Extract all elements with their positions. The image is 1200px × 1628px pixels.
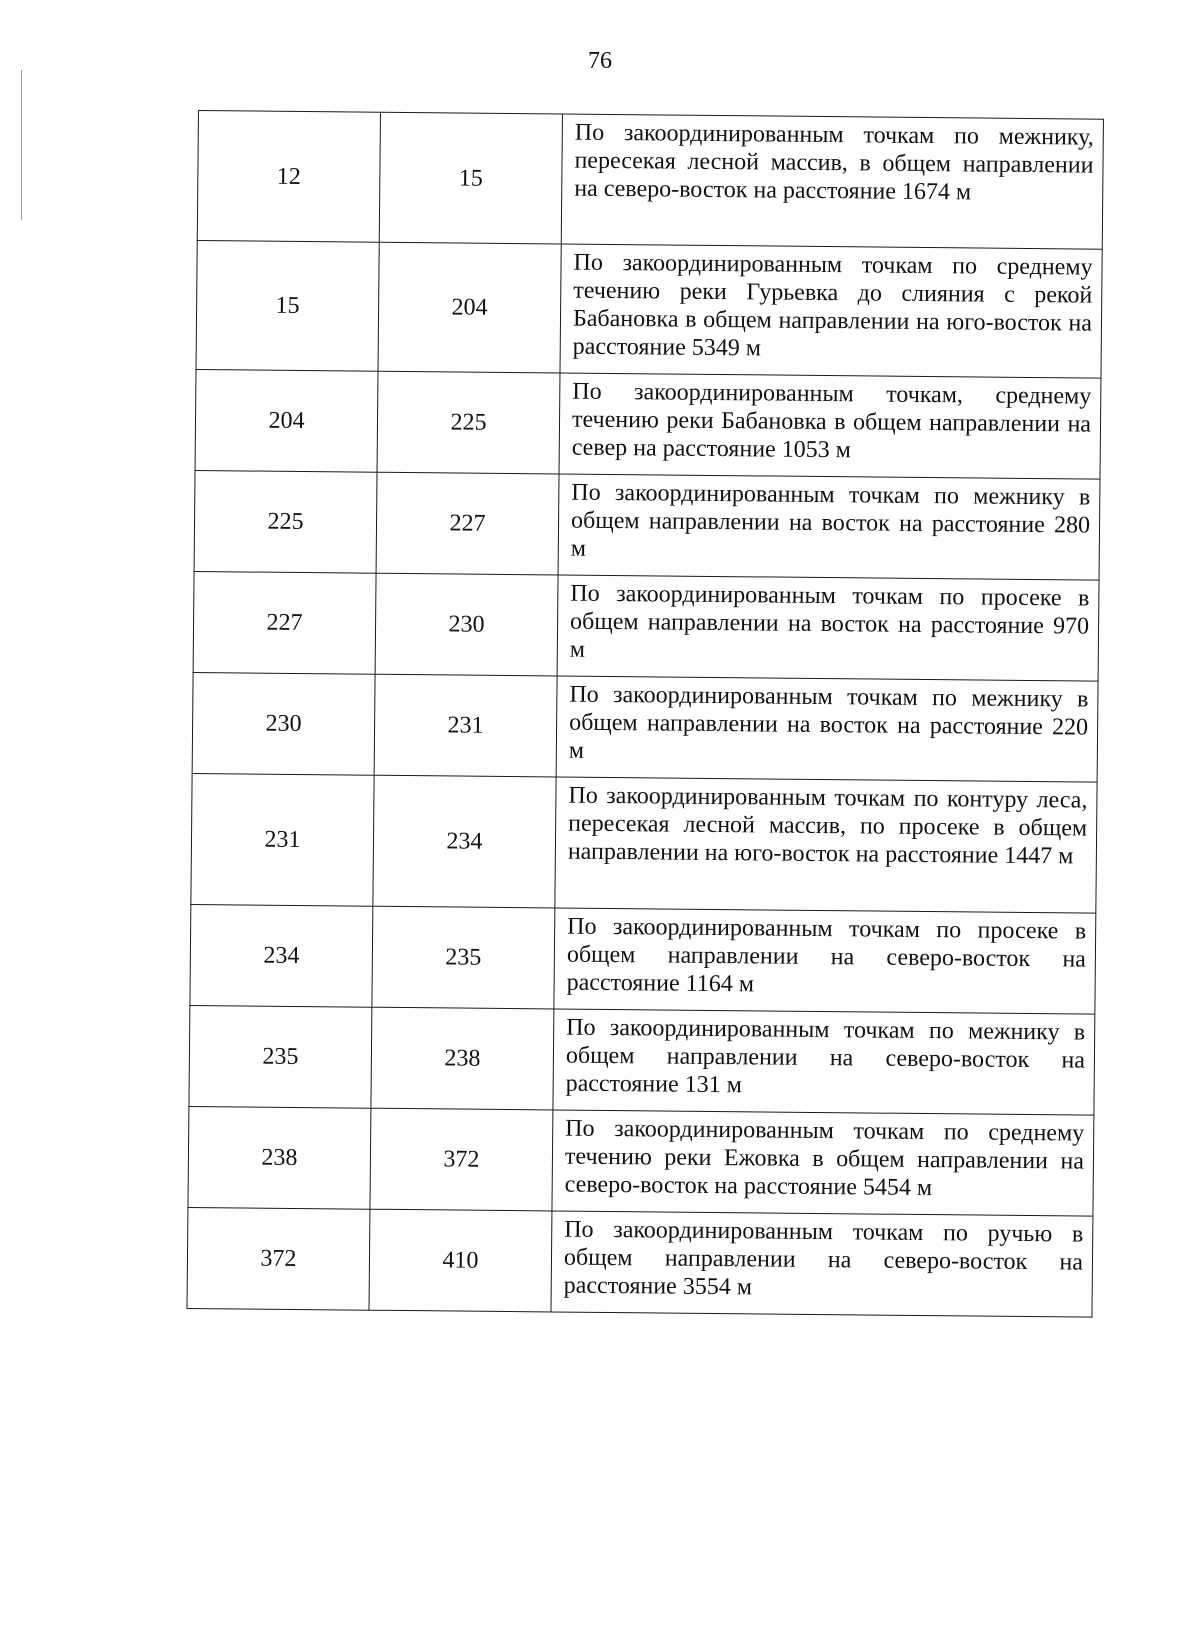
table-row — [190, 904, 1096, 1014]
table-row — [195, 369, 1101, 479]
point-from-cell: 234 — [190, 904, 373, 1007]
point-from-cell: 235 — [189, 1005, 372, 1108]
point-to-cell: 225 — [377, 371, 560, 474]
table-row — [197, 111, 1103, 250]
boundary-description-cell: По закоординированным точкам, среднему течению реки Бабановка в общем направлении на север на расстояние 1053 м — [559, 373, 1101, 479]
boundary-description-cell: По закоординированным точкам по межнику в общем направлении на северо-восток на расстояние 131 м — [553, 1009, 1095, 1115]
boundary-description-cell: По закоординированным точкам по межнику в общем направлении на восток на расстояние 220 м — [556, 676, 1098, 782]
point-to-cell: 234 — [373, 775, 556, 908]
boundary-description-cell: По закоординированным точкам по межнику, пересекая лесной массив, в общем направлении на северо-восток на расстояние 1674 м — [561, 114, 1103, 249]
table-row — [187, 1207, 1093, 1317]
table-row — [194, 470, 1100, 580]
point-to-cell: 231 — [374, 674, 557, 777]
point-to-cell: 230 — [375, 573, 558, 676]
table-row — [189, 1005, 1095, 1115]
point-from-cell: 231 — [191, 773, 374, 906]
point-to-cell: 227 — [376, 472, 559, 575]
point-from-cell: 225 — [194, 470, 377, 573]
point-to-cell: 204 — [378, 242, 561, 373]
table-body — [187, 111, 1103, 1318]
page-number: 76 — [588, 48, 612, 74]
point-from-cell: 372 — [187, 1207, 370, 1310]
point-from-cell: 227 — [193, 571, 376, 674]
table-row — [188, 1106, 1094, 1216]
point-to-cell: 372 — [370, 1108, 553, 1211]
point-from-cell: 238 — [188, 1106, 371, 1209]
scan-margin-mark — [21, 70, 22, 220]
boundary-description-cell: По закоординированным точкам по ручью в общем направлении на северо-восток на расстояние 3554 м — [551, 1211, 1093, 1317]
boundary-description-cell: По закоординированным точкам по просеке в общем направлении на восток на расстояние 970 м — [557, 575, 1099, 681]
table-row — [192, 672, 1098, 782]
boundary-description-cell: По закоординированным точкам по среднему течению реки Ежовка в общем направлении на северо-восток на расстояние 5454 м — [552, 1110, 1094, 1216]
point-to-cell: 410 — [369, 1209, 552, 1312]
table-row — [191, 773, 1097, 913]
table-row — [196, 240, 1102, 378]
table-row — [193, 571, 1099, 681]
point-to-cell: 15 — [379, 112, 562, 244]
point-to-cell: 238 — [371, 1007, 554, 1110]
boundary-description-cell: По закоординированным точкам по межнику в общем направлении на восток на расстояние 280 м — [558, 474, 1100, 580]
boundary-description-cell: По закоординированным точкам по просеке в общем направлении на северо-восток на расстояние 1164 м — [554, 908, 1096, 1014]
point-from-cell: 15 — [196, 240, 379, 371]
point-from-cell: 12 — [197, 111, 380, 243]
boundary-description-cell: По закоординированным точкам по контуру леса, пересекая лесной массив, по просеке в общем направлении на юго-восток на расстояние 1447 м — [555, 777, 1097, 913]
boundary-description-cell: По закоординированным точкам по среднему течению реки Гурьевка до слияния с рекой Бабановка в общем направлении на юго-восток на расстояние 5349 м — [560, 244, 1102, 378]
point-to-cell: 235 — [372, 906, 555, 1009]
point-from-cell: 204 — [195, 369, 378, 472]
point-from-cell: 230 — [192, 672, 375, 775]
boundary-table — [186, 110, 1103, 1318]
